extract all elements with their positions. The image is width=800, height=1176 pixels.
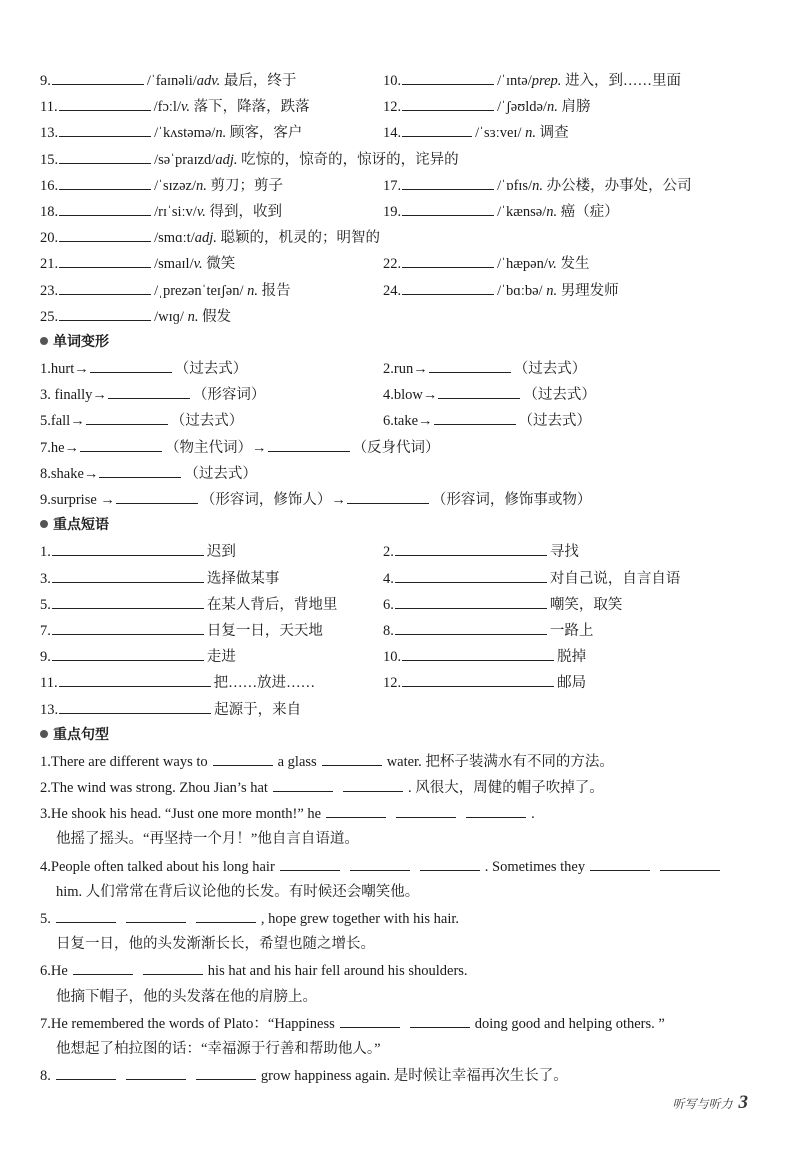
- answer-blank[interactable]: [350, 853, 410, 871]
- answer-blank[interactable]: [90, 355, 172, 373]
- part-of-speech: adj.: [215, 151, 238, 168]
- part-of-speech: n.: [187, 308, 199, 325]
- answer-blank[interactable]: [434, 407, 516, 425]
- phrase-item: [40, 669, 315, 696]
- answer-blank[interactable]: [196, 1062, 256, 1080]
- vocab-row: [40, 224, 760, 250]
- item-number: 20.: [40, 230, 59, 247]
- meaning: 在某人背后，背地里: [206, 596, 338, 613]
- sentence-text: 6.He: [40, 963, 68, 980]
- sentence-line: [40, 1036, 760, 1062]
- sentence-line: [40, 957, 760, 983]
- answer-blank[interactable]: [326, 800, 386, 818]
- answer-blank[interactable]: [402, 198, 494, 216]
- answer-blank[interactable]: [402, 172, 494, 190]
- section-title: [40, 334, 109, 350]
- answer-blank[interactable]: [59, 669, 211, 687]
- meaning: 走进: [206, 649, 236, 666]
- sentence-line: [40, 1062, 760, 1088]
- item-number: 9.: [40, 73, 51, 89]
- part-of-speech: v.: [547, 256, 557, 273]
- item-number: 8.: [383, 622, 394, 639]
- answer-blank[interactable]: [213, 748, 273, 766]
- answer-blank[interactable]: [52, 617, 204, 635]
- part-of-speech: prep.: [531, 73, 562, 89]
- phrase-row: [40, 538, 760, 564]
- item-number: 12.: [383, 99, 402, 116]
- answer-blank[interactable]: [196, 905, 256, 923]
- phonetic: /ˈɒfɪs/: [497, 177, 533, 194]
- answer-blank[interactable]: [343, 774, 403, 792]
- answer-blank[interactable]: [143, 957, 203, 975]
- sentence-text: water. 把杯子装满水有不同的方法。: [386, 753, 614, 770]
- section-title-text: 单词变形: [53, 333, 109, 350]
- answer-blank[interactable]: [80, 434, 162, 452]
- phonetic: /ˈkænsə/: [497, 203, 547, 220]
- bullet-icon: [40, 730, 48, 738]
- item-number: 2.: [383, 544, 394, 561]
- answer-blank[interactable]: [86, 407, 168, 425]
- vocab-item: [40, 67, 296, 94]
- morph-item: [40, 381, 265, 408]
- part-of-speech: v.: [193, 256, 203, 273]
- vocab-item: [383, 198, 619, 225]
- sentence-text: his hat and his hair fell around his shoulders.: [207, 963, 468, 980]
- phrase-row: [40, 591, 760, 617]
- part-of-speech: n.: [546, 282, 558, 299]
- answer-blank[interactable]: [59, 224, 151, 242]
- item-number: 16.: [40, 177, 59, 194]
- vocab-item: [40, 250, 235, 277]
- vocab-row: [40, 303, 760, 329]
- morph-text: 2.run→: [383, 361, 428, 378]
- answer-blank[interactable]: [59, 146, 151, 164]
- sentence-text: 8.: [40, 1068, 51, 1085]
- morph-item: [40, 434, 440, 461]
- section-title: [40, 517, 109, 533]
- answer-blank[interactable]: [56, 1062, 116, 1080]
- item-number: 11.: [40, 99, 58, 116]
- meaning: 吃惊的，惊奇的，惊讶的，诧异的: [241, 151, 459, 168]
- meaning: 邮局: [557, 675, 587, 692]
- vocab-item: [40, 119, 302, 146]
- meaning: 发生: [560, 256, 590, 273]
- sentence-text: a glass: [277, 753, 317, 770]
- sentence-text: 1.There are different ways to: [40, 753, 208, 770]
- meaning: 得到，收到: [209, 203, 282, 220]
- answer-blank[interactable]: [59, 250, 151, 268]
- meaning: 剪刀；剪子: [210, 177, 283, 194]
- vocab-row: [40, 93, 760, 119]
- part-of-speech: v.: [180, 99, 190, 116]
- morph-text: 9.surprise →: [40, 492, 115, 508]
- sentence-line: [40, 800, 760, 826]
- item-number: 14.: [383, 125, 402, 142]
- phrase-item: [383, 643, 586, 670]
- vocab-item: [40, 146, 459, 173]
- morph-item: [383, 355, 586, 382]
- answer-blank[interactable]: [402, 669, 554, 687]
- sentence-text: 7.He remembered the words of Plato：“Happiness: [40, 1015, 335, 1032]
- sentence-line: [40, 826, 760, 852]
- vocab-row: [40, 277, 760, 303]
- phonetic: /ˌprezənˈteɪʃən/: [154, 282, 248, 299]
- part-of-speech: n.: [196, 177, 207, 194]
- part-of-speech: n.: [532, 177, 543, 194]
- item-number: 17.: [383, 177, 402, 194]
- meaning: 癌（症）: [560, 203, 619, 220]
- item-number: 7.: [40, 622, 51, 639]
- morph-text: 7.he→: [40, 439, 80, 456]
- morph-item: [383, 407, 591, 434]
- item-number: 19.: [383, 203, 402, 220]
- meaning: 一路上: [549, 622, 594, 639]
- answer-blank[interactable]: [52, 565, 204, 583]
- meaning: 微笑: [206, 256, 236, 273]
- vocab-item: [40, 303, 231, 330]
- vocab-item: [383, 93, 590, 120]
- answer-blank[interactable]: [322, 748, 382, 766]
- section-header: [40, 512, 760, 538]
- morph-text: （过去式）: [170, 413, 244, 430]
- answer-blank[interactable]: [273, 774, 333, 792]
- answer-blank[interactable]: [402, 277, 494, 295]
- answer-blank[interactable]: [268, 434, 350, 452]
- item-number: 6.: [383, 596, 394, 613]
- sentence-text: 他想起了柏拉图的话：“幸福源于行善和帮助他人。”: [56, 1040, 381, 1057]
- answer-blank[interactable]: [126, 905, 186, 923]
- answer-blank[interactable]: [59, 198, 151, 216]
- phonetic: /rɪˈsiːv/: [154, 203, 197, 220]
- worksheet: [40, 67, 760, 1088]
- answer-blank[interactable]: [402, 67, 494, 85]
- morph-text: （形容词）: [192, 387, 266, 404]
- answer-blank[interactable]: [410, 1010, 470, 1028]
- section-title: [40, 727, 109, 743]
- morph-row: [40, 460, 760, 486]
- answer-blank[interactable]: [280, 853, 340, 871]
- section-header: [40, 329, 760, 355]
- morph-text: 5.fall→: [40, 413, 85, 430]
- item-number: 21.: [40, 256, 59, 273]
- answer-blank[interactable]: [402, 250, 494, 268]
- meaning: 迟到: [206, 544, 236, 561]
- meaning: 进入，到……里面: [565, 73, 682, 89]
- answer-blank[interactable]: [396, 800, 456, 818]
- answer-blank[interactable]: [59, 303, 151, 321]
- vocab-row: [40, 172, 760, 198]
- phrase-item: [383, 591, 622, 618]
- morph-item: [40, 407, 243, 434]
- sentence-text: him. 人们常常在背后议论他的长发。有时候还会嘲笑他。: [56, 883, 420, 900]
- sentence-text: . Sometimes they: [484, 858, 586, 875]
- part-of-speech: v.: [196, 203, 206, 220]
- bullet-icon: [40, 520, 48, 528]
- meaning: 顾客，客户: [229, 125, 303, 142]
- vocab-item: [40, 277, 291, 304]
- morph-text: （形容词，修饰事或物）: [431, 492, 592, 508]
- morph-item: [40, 355, 247, 382]
- item-number: 22.: [383, 256, 402, 273]
- meaning: 调查: [539, 125, 569, 142]
- phonetic: /fɔːl/: [153, 99, 181, 116]
- sentence-text: doing good and helping others. ”: [474, 1015, 665, 1032]
- meaning: 聪颖的，机灵的；明智的: [220, 230, 381, 247]
- item-number: 11.: [40, 675, 58, 692]
- footer-label: 听写与听力: [672, 1097, 733, 1111]
- vocab-row: [40, 250, 760, 276]
- meaning: 男理发师: [560, 282, 619, 299]
- vocab-row: [40, 119, 760, 145]
- answer-blank[interactable]: [56, 905, 116, 923]
- morph-text: 1.hurt→: [40, 361, 89, 378]
- meaning: 脱掉: [557, 649, 587, 666]
- item-number: 4.: [383, 570, 394, 587]
- phonetic: /ˈkʌstəmə/: [154, 125, 216, 142]
- morph-text: （过去式）: [513, 361, 587, 378]
- answer-blank[interactable]: [52, 643, 204, 661]
- meaning: 日复一日，天天地: [206, 622, 323, 639]
- morph-item: [40, 460, 257, 487]
- vocab-item: [383, 250, 590, 277]
- phonetic: /ˈbɑːbə/: [497, 282, 547, 299]
- sentence-text: .: [531, 806, 535, 823]
- section-title-text: 重点句型: [53, 726, 109, 743]
- answer-blank[interactable]: [52, 67, 144, 85]
- answer-blank[interactable]: [402, 643, 554, 661]
- answer-blank[interactable]: [59, 93, 151, 111]
- meaning: 落下，降落，跌落: [193, 99, 310, 116]
- answer-blank[interactable]: [402, 93, 494, 111]
- phrase-row: [40, 565, 760, 591]
- sentence-text: 2.The wind was strong. Zhou Jian’s hat: [40, 780, 268, 797]
- sentence-text: 3.He shook his head. “Just one more month!” he: [40, 806, 322, 823]
- morph-row: [40, 434, 760, 460]
- phonetic: /wɪɡ/: [154, 308, 188, 325]
- answer-blank[interactable]: [59, 172, 151, 190]
- meaning: 选择做某事: [206, 570, 280, 587]
- morph-row: [40, 381, 760, 407]
- phrase-item: [383, 669, 586, 696]
- meaning: 办公楼，办事处，公司: [546, 177, 692, 194]
- part-of-speech: adj.: [194, 230, 217, 247]
- sentence-line: [40, 748, 760, 774]
- part-of-speech: n.: [546, 203, 558, 220]
- phrase-item: [40, 643, 236, 670]
- vocab-item: [40, 198, 282, 225]
- phonetic: /ˈsɜːveɪ/: [475, 125, 526, 142]
- phrase-row: [40, 696, 760, 722]
- meaning: 起源于，来自: [214, 701, 302, 718]
- sentence-text: 他摇了摇头。“再坚持一个月！”他自言自语道。: [56, 831, 359, 848]
- phrase-item: [40, 591, 337, 618]
- answer-blank[interactable]: [590, 853, 650, 871]
- answer-blank[interactable]: [660, 853, 720, 871]
- item-number: 5.: [40, 596, 51, 613]
- meaning: 假发: [202, 308, 232, 325]
- sentence-text: 4.People often talked about his long hair: [40, 858, 275, 875]
- morph-item: [40, 486, 591, 513]
- phrase-item: [383, 538, 579, 565]
- sentence-line: [40, 1010, 760, 1036]
- answer-blank[interactable]: [108, 381, 190, 399]
- answer-blank[interactable]: [420, 853, 480, 871]
- phonetic: /ˈhæpən/: [497, 256, 548, 273]
- sentence-text: grow happiness again. 是时候让幸福再次生长了。: [260, 1068, 568, 1085]
- sentence-line: [40, 879, 760, 905]
- answer-blank[interactable]: [99, 460, 181, 478]
- item-number: 12.: [383, 675, 402, 692]
- morph-text: 8.shake→: [40, 465, 99, 482]
- sentence-line: [40, 931, 760, 957]
- answer-blank[interactable]: [116, 486, 198, 504]
- answer-blank[interactable]: [395, 565, 547, 583]
- item-number: 13.: [40, 125, 59, 142]
- bullet-icon: [40, 337, 48, 345]
- section-title-text: 重点短语: [53, 517, 109, 534]
- morph-text: 6.take→: [383, 413, 433, 430]
- answer-blank[interactable]: [395, 617, 547, 635]
- item-number: 9.: [40, 649, 51, 666]
- morph-text: （过去式）: [523, 387, 596, 404]
- phrase-row: [40, 643, 760, 669]
- answer-blank[interactable]: [402, 119, 472, 137]
- phrase-row: [40, 617, 760, 643]
- meaning: 对自己说，自言自语: [549, 570, 681, 587]
- item-number: 10.: [383, 649, 402, 666]
- morph-row: [40, 486, 760, 512]
- vocab-item: [383, 172, 692, 199]
- vocab-item: [383, 67, 681, 94]
- answer-blank[interactable]: [340, 1010, 400, 1028]
- phrase-item: [40, 617, 323, 644]
- phonetic: /ˈʃəʊldə/: [497, 99, 547, 116]
- morph-text: （过去式）: [174, 361, 248, 378]
- vocab-row: [40, 146, 760, 172]
- meaning: 报告: [261, 282, 291, 299]
- phonetic: /smɑːt/: [154, 230, 195, 247]
- answer-blank[interactable]: [395, 538, 547, 556]
- morph-row: [40, 407, 760, 433]
- vocab-row: [40, 198, 760, 224]
- sentence-text: 日复一日，他的头发渐渐长长，希望也随之增长。: [56, 936, 375, 953]
- answer-blank[interactable]: [466, 800, 526, 818]
- page-number: 3: [738, 1092, 748, 1113]
- vocab-row: [40, 67, 760, 93]
- morph-text: （过去式）: [184, 465, 257, 482]
- item-number: 10.: [383, 73, 402, 89]
- morph-text: （形容词，修饰人）→: [200, 492, 346, 508]
- answer-blank[interactable]: [347, 486, 429, 504]
- sentence-line: [40, 853, 760, 879]
- answer-blank[interactable]: [429, 355, 511, 373]
- sentence-text: , hope grew together with his hair.: [260, 911, 459, 927]
- sentence-text: 5.: [40, 911, 51, 927]
- vocab-item: [40, 224, 380, 251]
- morph-text: 4.blow→: [383, 387, 438, 404]
- morph-text: 3. finally→: [40, 387, 107, 404]
- item-number: 24.: [383, 282, 402, 299]
- meaning: 嘲笑，取笑: [549, 596, 623, 613]
- sentence-line: [40, 774, 760, 800]
- part-of-speech: n.: [525, 125, 536, 142]
- part-of-speech: n.: [247, 282, 258, 299]
- part-of-speech: n.: [546, 99, 558, 116]
- sentence-line: [40, 984, 760, 1010]
- phrase-row: [40, 669, 760, 695]
- phonetic: /səˈpraɪzd/: [154, 151, 216, 168]
- part-of-speech: adv.: [196, 73, 221, 89]
- phrase-item: [383, 565, 680, 592]
- section-header: [40, 722, 760, 748]
- answer-blank[interactable]: [59, 277, 151, 295]
- answer-blank[interactable]: [438, 381, 520, 399]
- vocab-item: [383, 119, 569, 146]
- phonetic: /ˈsɪzəz/: [154, 177, 196, 194]
- phrase-item: [40, 538, 236, 565]
- phrase-item: [40, 696, 301, 723]
- item-number: 1.: [40, 544, 51, 561]
- answer-blank[interactable]: [395, 591, 547, 609]
- answer-blank[interactable]: [52, 591, 204, 609]
- vocab-item: [383, 277, 619, 304]
- item-number: 3.: [40, 570, 51, 587]
- morph-text: （物主代词）→: [165, 439, 267, 456]
- sentence-text: 他摘下帽子，他的头发落在他的肩膀上。: [56, 988, 317, 1005]
- morph-item: [383, 381, 596, 408]
- phonetic: /ˈfaɪnəli/: [146, 73, 197, 89]
- morph-row: [40, 355, 760, 381]
- vocab-item: [40, 93, 310, 120]
- answer-blank[interactable]: [59, 696, 211, 714]
- answer-blank[interactable]: [126, 1062, 186, 1080]
- vocab-item: [40, 172, 283, 199]
- item-number: 18.: [40, 203, 59, 220]
- part-of-speech: n.: [215, 125, 227, 142]
- morph-text: （过去式）: [518, 413, 592, 430]
- answer-blank[interactable]: [59, 119, 151, 137]
- answer-blank[interactable]: [52, 538, 204, 556]
- page-footer: [672, 1092, 748, 1114]
- sentence-line: [40, 905, 760, 931]
- morph-text: （反身代词）: [352, 439, 440, 456]
- item-number: 15.: [40, 151, 59, 168]
- meaning: 把……放进……: [213, 675, 316, 692]
- meaning: 寻找: [549, 544, 579, 561]
- sentence-text: . 风很大，周健的帽子吹掉了。: [407, 780, 604, 797]
- item-number: 23.: [40, 282, 59, 299]
- phonetic: /ˈɪntə/: [497, 73, 532, 89]
- item-number: 25.: [40, 308, 59, 325]
- phrase-item: [383, 617, 593, 644]
- meaning: 肩膀: [561, 99, 591, 116]
- phonetic: /smaɪl/: [154, 256, 194, 273]
- answer-blank[interactable]: [73, 957, 133, 975]
- phrase-item: [40, 565, 279, 592]
- meaning: 最后，终于: [223, 73, 297, 89]
- item-number: 13.: [40, 701, 59, 718]
